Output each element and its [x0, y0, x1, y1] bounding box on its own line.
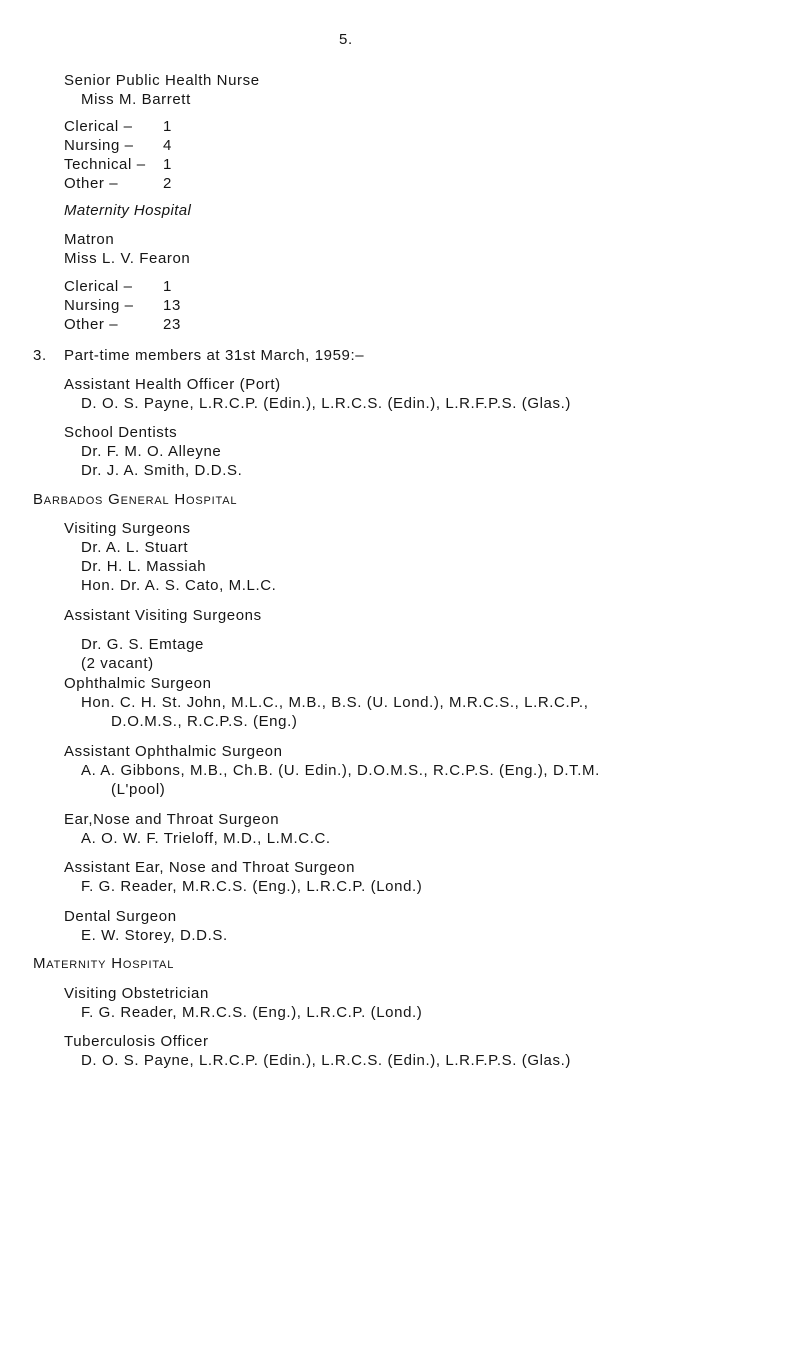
- page-number: 5.: [339, 31, 353, 48]
- asst-ent-surgeon-title: Assistant Ear, Nose and Throat Surgeon: [64, 859, 356, 876]
- asst-visiting-surgeon-item: Dr. G. S. Emtage: [81, 636, 204, 653]
- visiting-obstetrician-title: Visiting Obstetrician: [64, 985, 209, 1002]
- part-time-heading: Part-time members at 31st March, 1959:–: [64, 347, 365, 364]
- dental-surgeon-title: Dental Surgeon: [64, 908, 177, 925]
- staff-label: Nursing –: [64, 137, 134, 154]
- ophthalmic-surgeon-name-line1: Hon. C. H. St. John, M.L.C., M.B., B.S. (U. Lond.), M.R.C.S., L.R.C.P.,: [81, 694, 589, 711]
- asst-health-officer-name: D. O. S. Payne, L.R.C.P. (Edin.), L.R.C.S. (Edin.), L.R.F.P.S. (Glas.): [81, 395, 571, 412]
- matron-title: Matron: [64, 231, 115, 248]
- school-dentists-title: School Dentists: [64, 424, 178, 441]
- tuberculosis-officer-name: D. O. S. Payne, L.R.C.P. (Edin.), L.R.C.S. (Edin.), L.R.F.P.S. (Glas.): [81, 1052, 571, 1069]
- asst-visiting-surgeons-title: Assistant Visiting Surgeons: [64, 607, 262, 624]
- staff-count: 1: [163, 118, 172, 135]
- visiting-surgeon-item: Dr. A. L. Stuart: [81, 539, 189, 556]
- staff-count: 2: [163, 175, 172, 192]
- asst-ent-surgeon-name: F. G. Reader, M.R.C.S. (Eng.), L.R.C.P. (Lond.): [81, 878, 423, 895]
- maternity-staff-heading: Maternity Hospital: [64, 202, 192, 219]
- visiting-surgeon-item: Dr. H. L. Massiah: [81, 558, 207, 575]
- staff-count: 23: [163, 316, 181, 333]
- visiting-surgeon-item: Hon. Dr. A. S. Cato, M.L.C.: [81, 577, 277, 594]
- general-hospital-heading: Barbados General Hospital: [33, 491, 238, 508]
- ent-surgeon-name: A. O. W. F. Trieloff, M.D., L.M.C.C.: [81, 830, 331, 847]
- senior-nurse-title: Senior Public Health Nurse: [64, 72, 260, 89]
- tuberculosis-officer-title: Tuberculosis Officer: [64, 1033, 209, 1050]
- staff-label: Clerical –: [64, 278, 133, 295]
- school-dentist-item: Dr. J. A. Smith, D.D.S.: [81, 462, 243, 479]
- asst-ophthalmic-surgeon-name-line1: A. A. Gibbons, M.B., Ch.B. (U. Edin.), D.O.M.S., R.C.P.S. (Eng.), D.T.M.: [81, 762, 600, 779]
- staff-count: 1: [163, 156, 172, 173]
- ophthalmic-surgeon-title: Ophthalmic Surgeon: [64, 675, 212, 692]
- asst-ophthalmic-surgeon-name-line2: (L'pool): [111, 781, 166, 798]
- senior-nurse-name: Miss M. Barrett: [81, 91, 191, 108]
- staff-label: Clerical –: [64, 118, 133, 135]
- staff-label: Other –: [64, 175, 119, 192]
- asst-visiting-surgeon-item: (2 vacant): [81, 655, 154, 672]
- ent-surgeon-title: Ear,Nose and Throat Surgeon: [64, 811, 280, 828]
- visiting-obstetrician-name: F. G. Reader, M.R.C.S. (Eng.), L.R.C.P. (Lond.): [81, 1004, 423, 1021]
- asst-ophthalmic-surgeon-title: Assistant Ophthalmic Surgeon: [64, 743, 283, 760]
- maternity-hospital-heading: Maternity Hospital: [33, 955, 175, 972]
- ophthalmic-surgeon-name-line2: D.O.M.S., R.C.P.S. (Eng.): [111, 713, 298, 730]
- matron-name: Miss L. V. Fearon: [64, 250, 191, 267]
- school-dentist-item: Dr. F. M. O. Alleyne: [81, 443, 222, 460]
- dental-surgeon-name: E. W. Storey, D.D.S.: [81, 927, 228, 944]
- staff-label: Technical –: [64, 156, 146, 173]
- staff-label: Nursing –: [64, 297, 134, 314]
- visiting-surgeons-title: Visiting Surgeons: [64, 520, 191, 537]
- asst-health-officer-title: Assistant Health Officer (Port): [64, 376, 281, 393]
- staff-label: Other –: [64, 316, 119, 333]
- section-number: 3.: [33, 347, 47, 364]
- staff-count: 1: [163, 278, 172, 295]
- staff-count: 13: [163, 297, 181, 314]
- staff-count: 4: [163, 137, 172, 154]
